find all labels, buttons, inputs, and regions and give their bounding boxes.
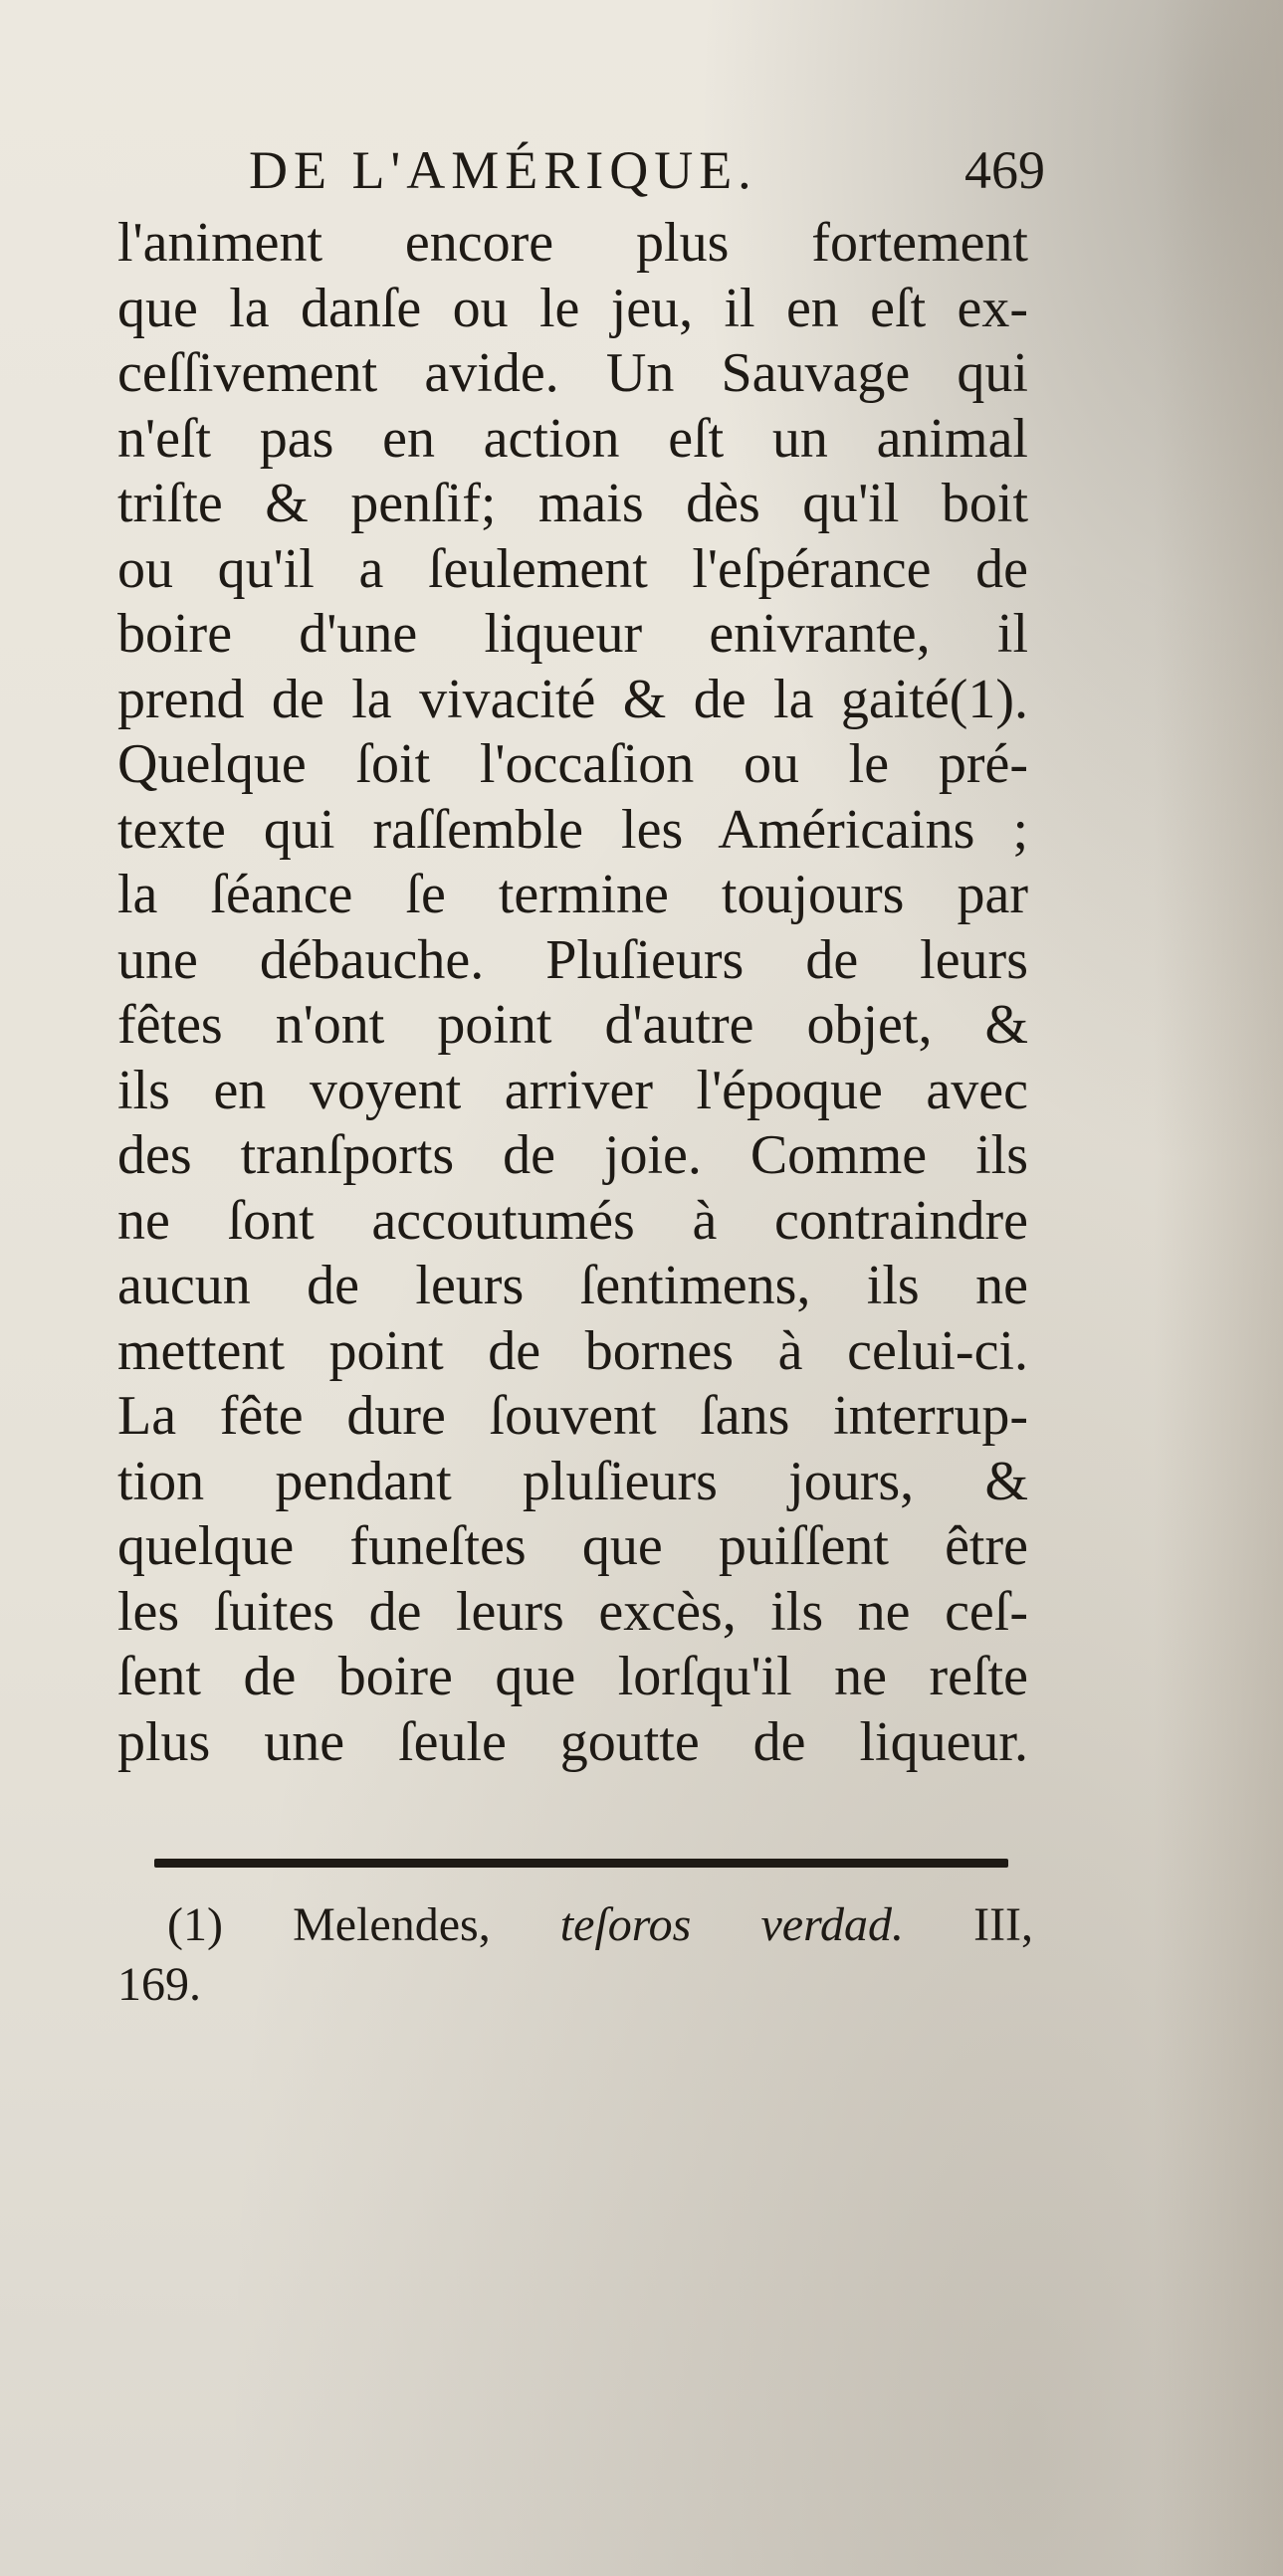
page-header [249,139,1045,209]
text-line: tion pendant pluſieurs jours, & [117,1450,1028,1512]
footnote-page: 169. [117,1958,201,2011]
text-line: prend de la vivacité & de la gaité(1). [117,668,1028,730]
text-line: les ſuites de leurs excès, ils ne ceſ- [117,1580,1028,1643]
footnote-marker: (1) [167,1898,223,1951]
text-line: l'animent encore plus fortement [117,212,1028,274]
text-line: aucun de leurs ſentimens, ils ne [117,1255,1028,1316]
footnote [117,1895,1033,2015]
text-line: des tranſports de joie. Comme ils [117,1124,1028,1186]
text-line: fêtes n'ont point d'autre objet, & [117,994,1028,1056]
text-line: quelque funeſtes que puiſſent être [117,1515,1028,1577]
footnote-title: teſoros verdad. [559,1898,904,1951]
text-line: la ſéance ſe termine toujours par [117,864,1028,925]
running-title: DE L'AMÉRIQUE. [249,140,757,200]
page-number: 469 [964,140,1045,200]
text-line: La fête dure ſouvent ſans interrup- [117,1385,1028,1447]
text-line: que la danſe ou le jeu, il en eſt ex- [117,277,1028,339]
text-line: ſent de boire que lorſqu'il ne reſte [117,1646,1028,1707]
text-line: boire d'une liqueur enivrante, il [117,603,1028,665]
text-line: ou qu'il a ſeulement l'eſpérance de [117,537,1028,600]
text-line: plus une ſeule goutte de liqueur. [117,1710,1028,1773]
footnote-rule [154,1859,1008,1868]
footnote-line [117,1895,1033,1955]
body-text [117,211,1028,1775]
text-line: ceſſivement avide. Un Sauvage qui [117,342,1028,404]
text-line: n'eſt pas en action eſt un animal [117,407,1028,470]
text-line: ne ſont accoutumés à contraindre [117,1189,1028,1252]
text-line: une débauche. Pluſieurs de leurs [117,928,1028,991]
footnote-volume: III, [973,1898,1034,1951]
text-line: ils en voyent arriver l'époque avec [117,1059,1028,1121]
text-line: texte qui raſſemble les Américains ; [117,798,1028,861]
page-shadow [1154,0,1283,2576]
text-line: triſte & penſif; mais dès qu'il boit [117,473,1028,534]
footnote-author: Melendes, [293,1898,491,1951]
text-line: Quelque ſoit l'occaſion ou le pré- [117,733,1028,795]
text-line: mettent point de bornes à celui-ci. [117,1319,1028,1382]
